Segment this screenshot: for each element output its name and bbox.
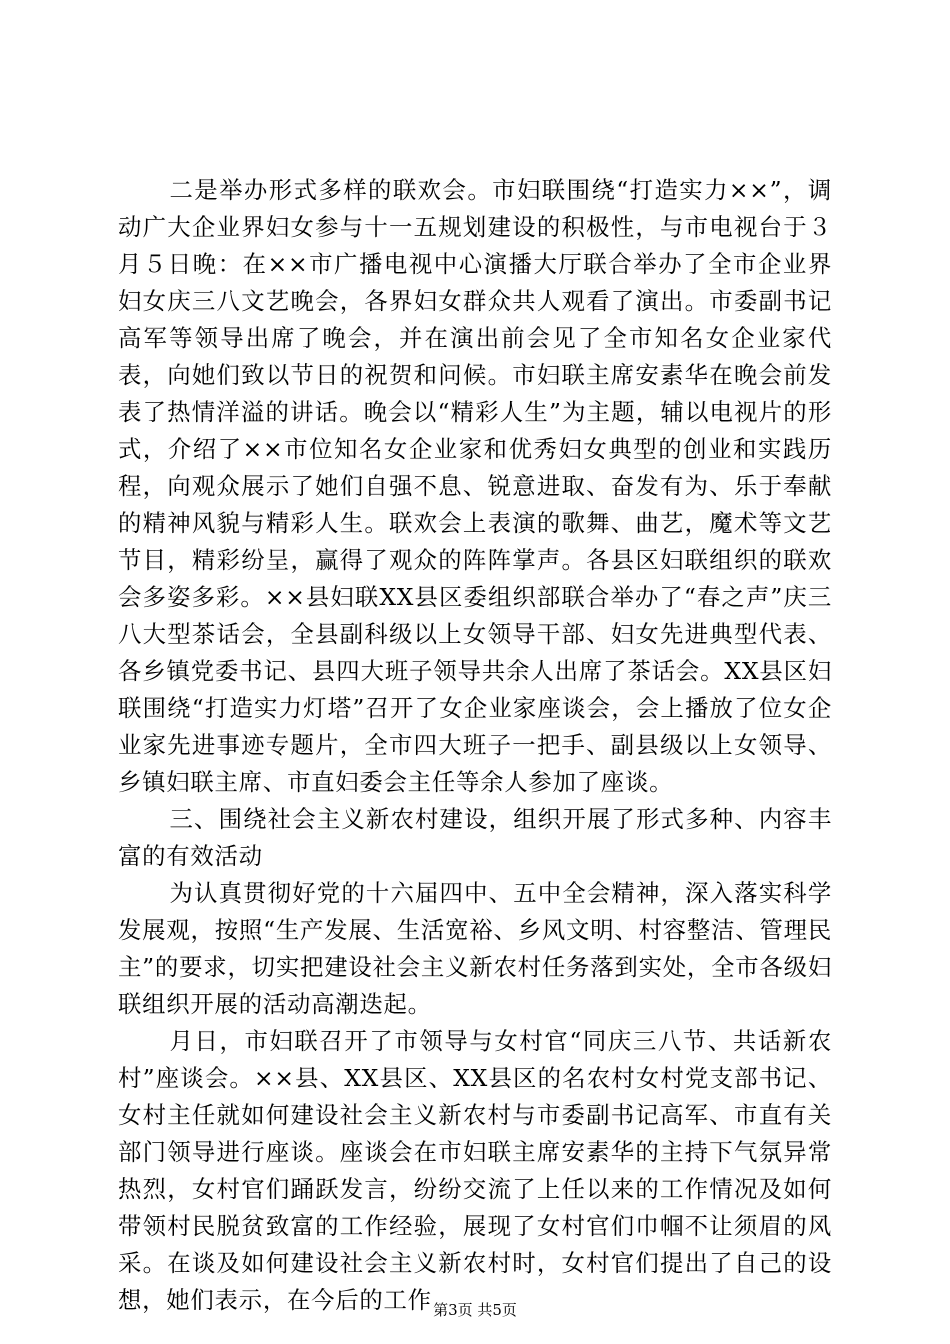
document-body: [118, 172, 832, 1319]
paragraph-implementation: 为认真贯彻好党的十六届四中、五中全会精神，深入落实科学发展观，按照“生产发展、生活宽裕、乡风文明、村容整洁、管理民主”的要求，切实把建设社会主义新农村任务落到实处，全市各级妇联组织开展的活动高潮迭起。: [118, 879, 832, 1018]
paragraph-symposium: 月日，市妇联召开了市领导与女村官“同庆三八节、共话新农村”座谈会。××县、XX县区、XX县区的名农村女村党支部书记、女村主任就如何建设社会主义新农村与市委副书记高军、市直有关部门领导进行座谈。座谈会在市妇联主席安素华的主持下气氛异常热烈，女村官们踊跃发言，纷纷交流了上任以来的工作情况及如何带领村民脱贫致富的工作经验，展现了女村官们巾帼不让须眉的风采。在谈及如何建设社会主义新农村时，女村官们提出了自己的设想，她们表示，在今后的工作: [118, 1027, 832, 1314]
page-footer: 第3页 共5页: [433, 1301, 517, 1319]
section-heading-new-countryside: 三、围绕社会主义新农村建设，组织开展了形式多种、内容丰富的有效活动: [118, 805, 832, 870]
paragraph-party-events: 二是举办形式多样的联欢会。市妇联围绕“打造实力××”，调动广大企业界妇女参与十一五规划建设的积极性，与市电视台于３月５日晚：在××市广播电视中心演播大厅联合举办了全市企业界妇女庆三八文艺晚会，各界妇女群众共人观看了演出。市委副书记高军等领导出席了晚会，并在演出前会见了全市知名女企业家代表，向她们致以节日的祝贺和问候。市妇联主席安素华在晚会前发表了热情洋溢的讲话。晚会以“精彩人生”为主题，辅以电视片的形式，介绍了××市位知名女企业家和优秀妇女典型的创业和实践历程，向观众展示了她们自强不息、锐意进取、奋发有为、乐于奉献的精神风貌与精彩人生。联欢会上表演的歌舞、曲艺，魔术等文艺节目，精彩纷呈，赢得了观众的阵阵掌声。各县区妇联组织的联欢会多姿多彩。××县妇联XX县区委组织部联合举办了“春之声”庆三八大型茶话会，全县副科级以上女领导干部、妇女先进典型代表、各乡镇党委书记、县四大班子领导共余人出席了茶话会。XX县区妇联围绕“打造实力灯塔”召开了女企业家座谈会，会上播放了位女企业家先进事迹专题片，全市四大班子一把手、副县级以上女领导、乡镇妇联主席、市直妇委会主任等余人参加了座谈。: [118, 176, 832, 796]
